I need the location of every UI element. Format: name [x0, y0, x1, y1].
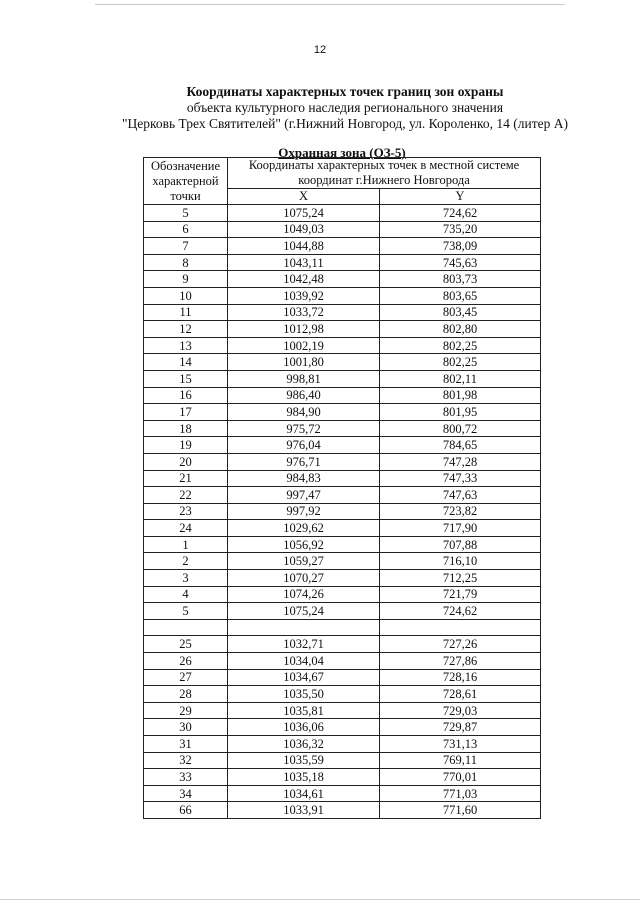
cell-point [144, 619, 228, 636]
cell-x: 1039,92 [228, 287, 380, 304]
table-row [144, 769, 541, 786]
cell-x: 998,81 [228, 370, 380, 387]
cell-x: 1075,24 [228, 205, 380, 222]
cell-y: 802,11 [380, 370, 541, 387]
cell-y: 738,09 [380, 238, 541, 255]
cell-x: 1044,88 [228, 238, 380, 255]
cell-y: 802,25 [380, 337, 541, 354]
cell-point: 3 [144, 570, 228, 587]
column-header-coordinates: Координаты характерных точек в местной системе координат г.Нижнего Новгорода [228, 158, 541, 189]
table-row [144, 636, 541, 653]
cell-point: 28 [144, 686, 228, 703]
table-row [144, 653, 541, 670]
cell-point: 15 [144, 370, 228, 387]
heading-object-line: объекта культурного наследия регионального значения [186, 100, 504, 115]
coordinates-table [143, 157, 541, 819]
cell-point: 24 [144, 520, 228, 537]
cell-x: 1056,92 [228, 536, 380, 553]
table-row [144, 287, 541, 304]
cell-point: 26 [144, 653, 228, 670]
cell-point: 11 [144, 304, 228, 321]
cell-point: 10 [144, 287, 228, 304]
table-row [144, 321, 541, 338]
cell-x: 1034,04 [228, 653, 380, 670]
cell-x: 1033,72 [228, 304, 380, 321]
zone-title: Охранная зона (ОЗ-5) [278, 145, 406, 160]
column-header-y: Y [380, 189, 541, 205]
cell-x: 976,04 [228, 437, 380, 454]
cell-point: 66 [144, 802, 228, 819]
table-row [144, 205, 541, 222]
table-row [144, 487, 541, 504]
cell-x: 1074,26 [228, 586, 380, 603]
table-row [144, 420, 541, 437]
cell-point: 12 [144, 321, 228, 338]
table-row [144, 271, 541, 288]
cell-y: 803,73 [380, 271, 541, 288]
cell-y: 728,16 [380, 669, 541, 686]
cell-x: 1070,27 [228, 570, 380, 587]
cell-y: 801,98 [380, 387, 541, 404]
table-row [144, 503, 541, 520]
cell-y: 728,61 [380, 686, 541, 703]
table-row [144, 437, 541, 454]
cell-point: 23 [144, 503, 228, 520]
cell-x: 997,92 [228, 503, 380, 520]
table-row [144, 752, 541, 769]
cell-point: 8 [144, 254, 228, 271]
cell-point: 1 [144, 536, 228, 553]
cell-x: 997,47 [228, 487, 380, 504]
table-body [144, 205, 541, 819]
table-row [144, 536, 541, 553]
cell-point: 32 [144, 752, 228, 769]
cell-x: 984,83 [228, 470, 380, 487]
cell-point: 33 [144, 769, 228, 786]
cell-y: 716,10 [380, 553, 541, 570]
cell-y: 724,62 [380, 603, 541, 620]
cell-point: 31 [144, 736, 228, 753]
table-row [144, 387, 541, 404]
cell-x: 1035,18 [228, 769, 380, 786]
cell-y: 803,45 [380, 304, 541, 321]
cell-point: 4 [144, 586, 228, 603]
cell-x: 1035,81 [228, 702, 380, 719]
cell-x: 1043,11 [228, 254, 380, 271]
cell-point: 5 [144, 603, 228, 620]
cell-point: 13 [144, 337, 228, 354]
cell-point: 29 [144, 702, 228, 719]
cell-x: 986,40 [228, 387, 380, 404]
cell-point: 34 [144, 785, 228, 802]
cell-y: 707,88 [380, 536, 541, 553]
cell-x: 1032,71 [228, 636, 380, 653]
cell-point: 30 [144, 719, 228, 736]
table-row [144, 586, 541, 603]
cell-y: 712,25 [380, 570, 541, 587]
cell-x: 1035,50 [228, 686, 380, 703]
table-row [144, 719, 541, 736]
cell-point: 14 [144, 354, 228, 371]
cell-point: 7 [144, 238, 228, 255]
table-row [144, 404, 541, 421]
cell-point: 27 [144, 669, 228, 686]
cell-y: 727,86 [380, 653, 541, 670]
cell-x: 1035,59 [228, 752, 380, 769]
cell-y: 729,03 [380, 702, 541, 719]
table-row [144, 354, 541, 371]
cell-x: 1002,19 [228, 337, 380, 354]
column-header-point: Обозначение характерной точки [144, 158, 228, 205]
cell-y: 723,82 [380, 503, 541, 520]
cell-y: 769,11 [380, 752, 541, 769]
cell-y: 802,80 [380, 321, 541, 338]
cell-y: 747,33 [380, 470, 541, 487]
cell-y: 721,79 [380, 586, 541, 603]
cell-point: 5 [144, 205, 228, 222]
cell-y: 784,65 [380, 437, 541, 454]
cell-point: 9 [144, 271, 228, 288]
table-row [144, 802, 541, 819]
table-row [144, 736, 541, 753]
table-row [144, 453, 541, 470]
cell-x: 975,72 [228, 420, 380, 437]
cell-x [228, 619, 380, 636]
cell-point: 25 [144, 636, 228, 653]
heading-address-line: "Церковь Трех Святителей" (г.Нижний Новгород, ул. Короленко, 14 (литер А) [122, 116, 568, 131]
cell-y: 724,62 [380, 205, 541, 222]
cell-y: 735,20 [380, 221, 541, 238]
cell-point: 21 [144, 470, 228, 487]
table-row [144, 553, 541, 570]
cell-y: 747,63 [380, 487, 541, 504]
table-row [144, 520, 541, 537]
scan-edge-line-bottom [0, 899, 640, 900]
cell-point: 22 [144, 487, 228, 504]
cell-x: 1033,91 [228, 802, 380, 819]
cell-x: 1034,67 [228, 669, 380, 686]
table-row [144, 337, 541, 354]
column-header-x: X [228, 189, 380, 205]
document-heading [0, 84, 640, 132]
cell-y: 801,95 [380, 404, 541, 421]
table-row [144, 370, 541, 387]
cell-y: 731,13 [380, 736, 541, 753]
table-row [144, 669, 541, 686]
cell-y: 800,72 [380, 420, 541, 437]
cell-point: 16 [144, 387, 228, 404]
table-row [144, 254, 541, 271]
cell-x: 1029,62 [228, 520, 380, 537]
table-row [144, 570, 541, 587]
heading-title: Координаты характерных точек границ зон охраны [186, 84, 504, 99]
cell-point: 20 [144, 453, 228, 470]
cell-x: 1012,98 [228, 321, 380, 338]
cell-y: 717,90 [380, 520, 541, 537]
cell-point: 2 [144, 553, 228, 570]
cell-x: 984,90 [228, 404, 380, 421]
cell-x: 1036,32 [228, 736, 380, 753]
cell-point: 19 [144, 437, 228, 454]
table-row [144, 785, 541, 802]
table-header-row [144, 158, 541, 189]
table-row [144, 686, 541, 703]
cell-y: 727,26 [380, 636, 541, 653]
scan-edge-line [95, 4, 565, 5]
cell-y: 803,65 [380, 287, 541, 304]
table-row [144, 238, 541, 255]
cell-x: 1049,03 [228, 221, 380, 238]
cell-y [380, 619, 541, 636]
table-row [144, 702, 541, 719]
cell-point: 17 [144, 404, 228, 421]
table-row [144, 619, 541, 636]
cell-x: 1042,48 [228, 271, 380, 288]
cell-x: 1034,61 [228, 785, 380, 802]
table-row [144, 221, 541, 238]
cell-point: 6 [144, 221, 228, 238]
table-row [144, 470, 541, 487]
cell-y: 745,63 [380, 254, 541, 271]
cell-y: 802,25 [380, 354, 541, 371]
cell-x: 1075,24 [228, 603, 380, 620]
cell-x: 1036,06 [228, 719, 380, 736]
cell-y: 729,87 [380, 719, 541, 736]
cell-y: 770,01 [380, 769, 541, 786]
cell-x: 1059,27 [228, 553, 380, 570]
table-row [144, 304, 541, 321]
page-number: 12 [313, 44, 327, 56]
cell-x: 976,71 [228, 453, 380, 470]
cell-point: 18 [144, 420, 228, 437]
cell-y: 771,60 [380, 802, 541, 819]
table-row [144, 603, 541, 620]
cell-y: 771,03 [380, 785, 541, 802]
cell-y: 747,28 [380, 453, 541, 470]
cell-x: 1001,80 [228, 354, 380, 371]
